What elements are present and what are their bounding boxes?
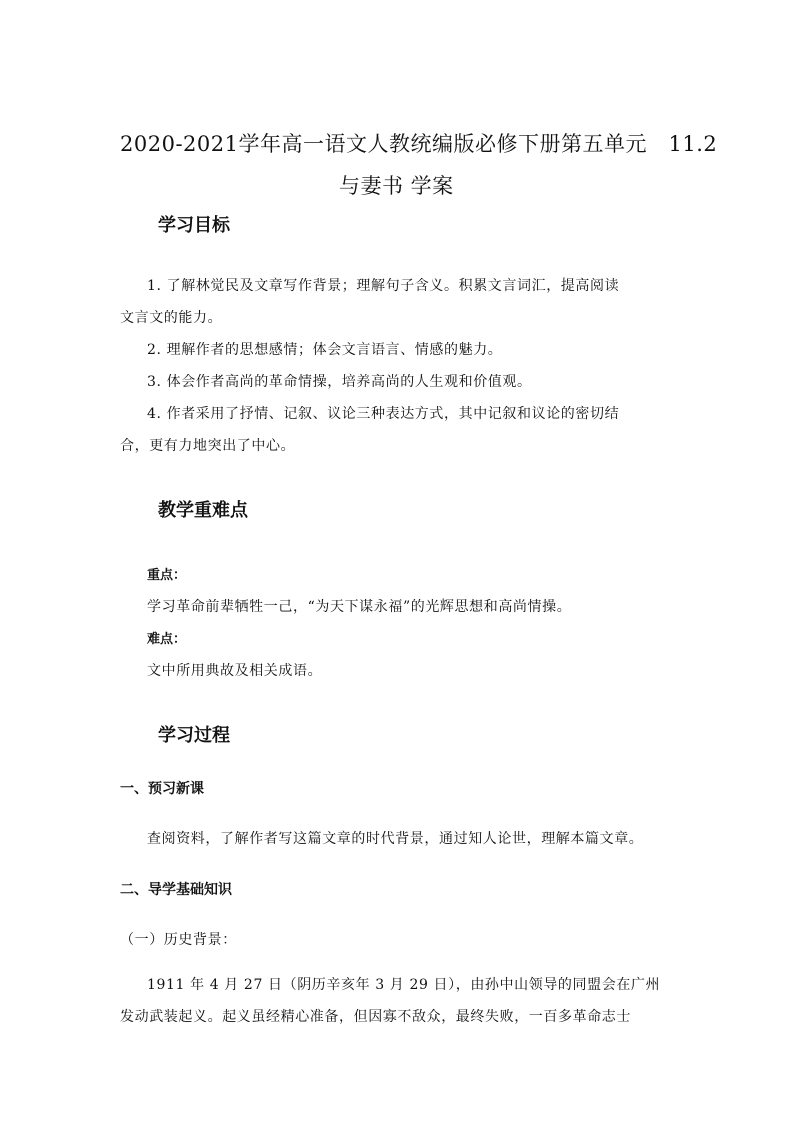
- document-title-line-2: 与妻书 学案: [339, 174, 454, 198]
- focus-label: 重点：: [147, 568, 187, 583]
- objective-4-line-2: 合，更有力地突出了中心。: [120, 438, 296, 454]
- history-line-1: 1911 年 4 月 27 日（阴历辛亥年 3 月 29 日），由孙中山领导的同盟会在广州: [147, 977, 661, 993]
- difficulty-text: 文中所用典故及相关成语。: [147, 663, 323, 679]
- process-heading: 学习过程: [158, 725, 230, 746]
- objective-1-line-1: 1. 了解林觉民及文章写作背景；理解句子含义。积累文言词汇，提高阅读: [147, 278, 620, 294]
- preview-heading: 一、预习新课: [120, 781, 204, 797]
- objective-1-line-2: 文言文的能力。: [120, 310, 223, 326]
- objective-2: 2. 理解作者的思想感情；体会文言语言、情感的魅力。: [147, 342, 503, 358]
- objectives-heading: 学习目标: [158, 215, 230, 236]
- basics-heading: 二、导学基础知识: [120, 882, 232, 898]
- history-line-2: 发动武装起义。起义虽经精心准备，但因寡不敌众，最终失败，一百多革命志士: [120, 1009, 631, 1025]
- document-title-line-1: 2020-2021学年高一语文人教统编版必修下册第五单元 11.2: [120, 132, 718, 156]
- objective-3: 3. 体会作者高尚的革命情操，培养高尚的人生观和价值观。: [147, 374, 532, 390]
- preview-text: 查阅资料，了解作者写这篇文章的时代背景，通过知人论世，理解本篇文章。: [147, 831, 644, 847]
- key-points-heading: 教学重难点: [158, 500, 248, 521]
- history-label: （一）历史背景：: [120, 932, 237, 948]
- objective-4-line-1: 4. 作者采用了抒情、记叙、议论三种表达方式，其中记叙和议论的密切结: [147, 406, 620, 422]
- focus-text: 学习革命前辈牺牲一己，“为天下谋永福”的光辉思想和高尚情操。: [147, 599, 572, 615]
- difficulty-label: 难点：: [147, 632, 187, 647]
